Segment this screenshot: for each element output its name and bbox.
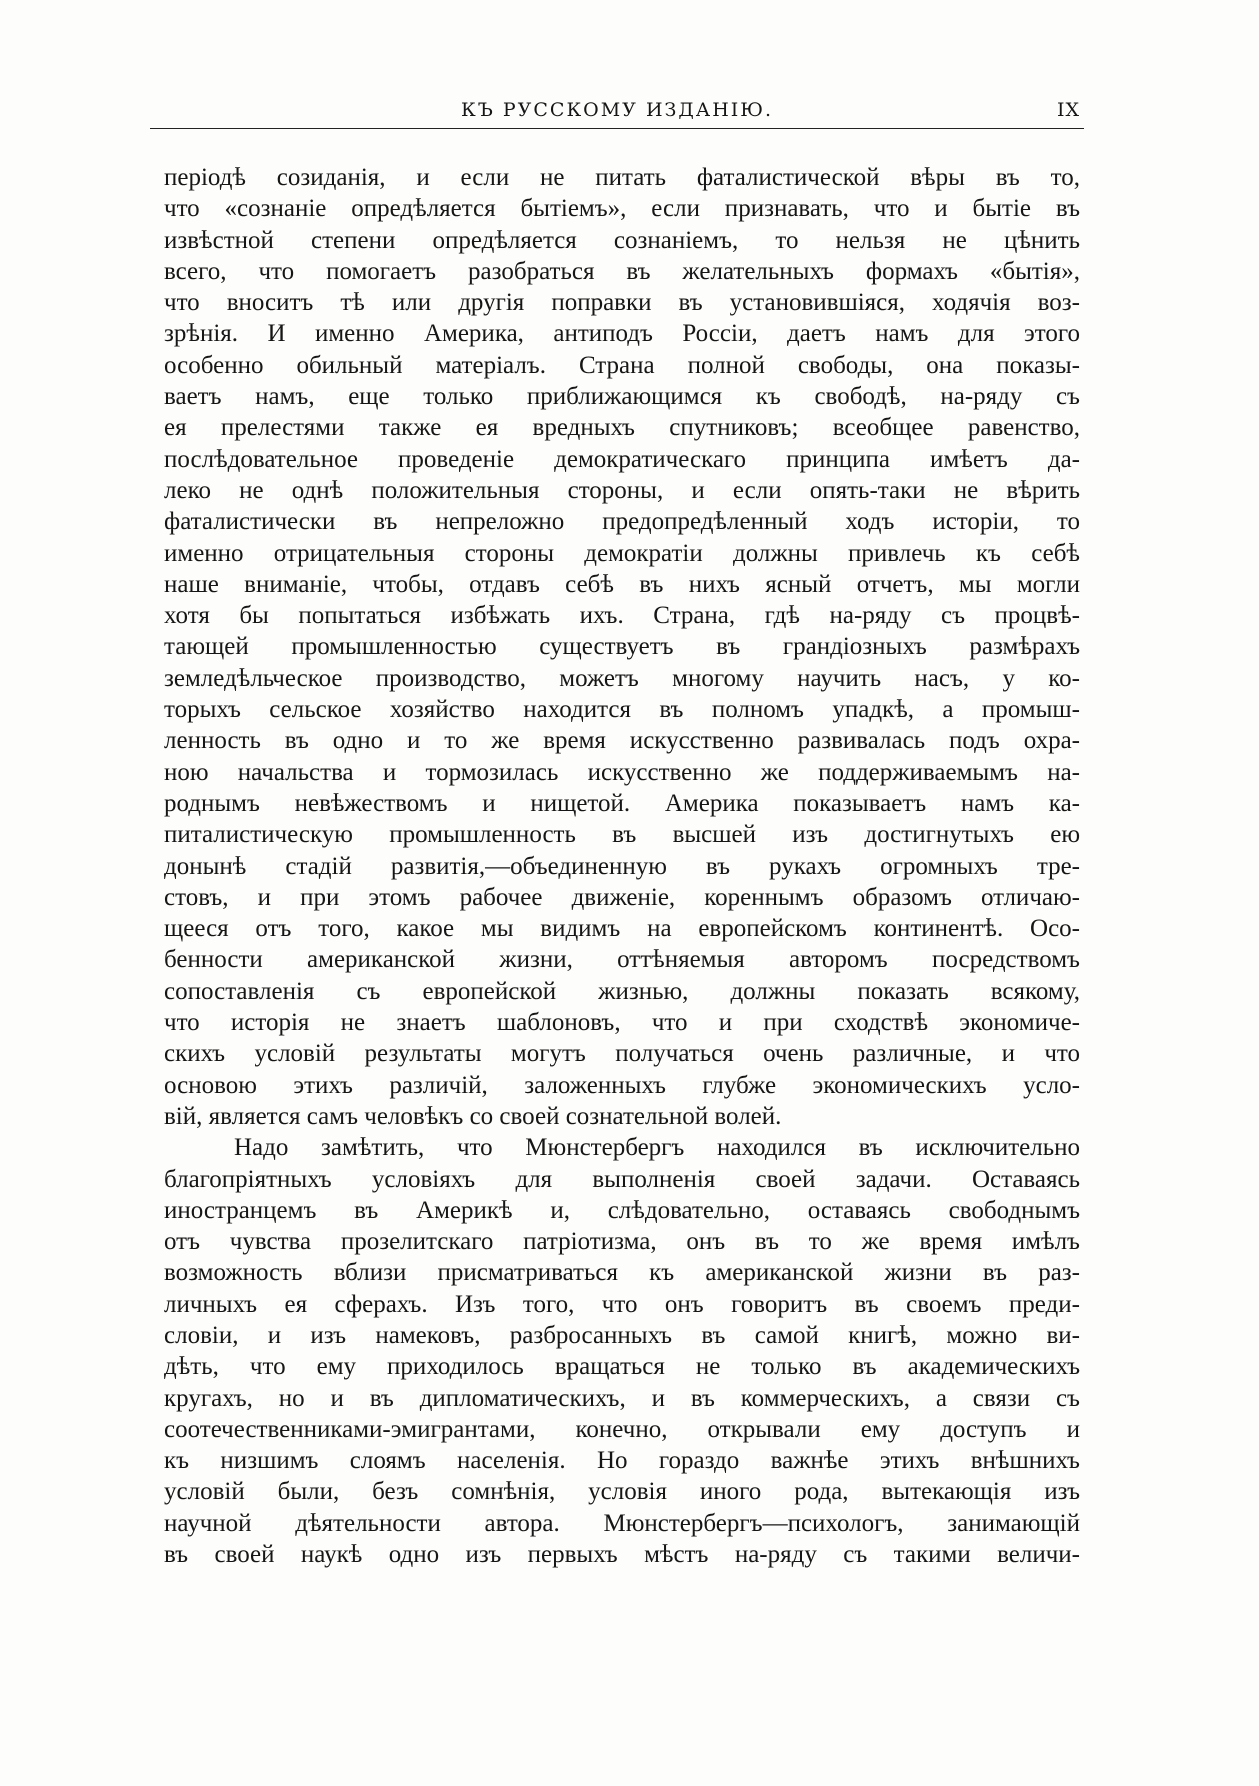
text-line: фаталистически въ непреложно предопредѣленный ходъ исторіи, то — [164, 508, 1080, 536]
running-title: КЪ РУССКОМУ ИЗДАНІЮ. — [461, 99, 773, 121]
text-line: зрѣнія. И именно Америка, антиподъ Россіи, даетъ намъ для этого — [164, 320, 1080, 348]
text-line: стовъ, и при этомъ рабочее движеніе, кореннымъ образомъ отличаю- — [164, 883, 1080, 911]
text-line: ленность въ одно и то же время искусственно развивалась подъ охра- — [164, 727, 1080, 755]
text-line: кругахъ, но и въ дипломатическихъ, и въ коммерческихъ, а связи съ — [164, 1384, 1080, 1412]
text-line: ною начальства и тормозилась искусственно же поддерживаемымъ на- — [164, 758, 1080, 786]
text-line: научной дѣятельности автора. Мюнстербергъ—психологъ, занимающій — [164, 1509, 1080, 1537]
header-rule — [150, 128, 1084, 129]
text-line: наше вниманіе, чтобы, отдавъ себѣ въ нихъ ясный отчетъ, мы могли — [164, 570, 1080, 598]
text-line: извѣстной степени опредѣляется сознаніемъ, то нельзя не цѣнить — [164, 226, 1080, 254]
text-line: донынѣ стадій развитія,—объединенную въ рукахъ огромныхъ тре- — [164, 852, 1080, 880]
text-line: питалистическую промышленность въ высшей изъ достигнутыхъ ею — [164, 821, 1080, 849]
text-line: щееся отъ того, какое мы видимъ на европейскомъ континентѣ. Осо- — [164, 915, 1080, 943]
text-line: благопріятныхъ условіяхъ для выполненія своей задачи. Оставаясь — [164, 1165, 1080, 1193]
text-line: сопоставленія съ европейской жизнью, должны показать всякому, — [164, 977, 1080, 1005]
text-line: личныхъ ея сферахъ. Изъ того, что онъ говоритъ въ своемъ преди- — [164, 1290, 1080, 1318]
text-line: хотя бы попытаться избѣжать ихъ. Страна, гдѣ на-ряду съ процвѣ- — [164, 602, 1080, 630]
text-line: Надо замѣтить, что Мюнстербергъ находился въ исключительно — [234, 1134, 1080, 1162]
page-number: IX — [1056, 99, 1080, 121]
text-line: словіи, и изъ намековъ, разбросанныхъ въ самой книгѣ, можно ви- — [164, 1321, 1080, 1349]
body-text — [164, 162, 1080, 1570]
paragraph-2 — [164, 1132, 1080, 1570]
text-line: тающей промышленностью существуетъ въ грандіозныхъ размѣрахъ — [164, 633, 1080, 661]
text-line: вій, является самъ человѣкъ со своей сознательной волей. — [164, 1102, 782, 1130]
text-line: что вноситъ тѣ или другія поправки въ установившіяся, ходячія воз- — [164, 289, 1080, 317]
text-line: земледѣльческое производство, можетъ многому научить насъ, у ко- — [164, 664, 1080, 692]
text-line: возможность вблизи присматриваться къ американской жизни въ раз- — [164, 1259, 1080, 1287]
text-line: скихъ условій результаты могутъ получаться очень различные, и что — [164, 1040, 1080, 1068]
text-line: именно отрицательныя стороны демократіи должны привлечь къ себѣ — [164, 539, 1080, 567]
paragraph-1 — [164, 162, 1080, 1132]
text-line: ваетъ намъ, еще только приближающимся къ свободѣ, на-ряду съ — [164, 383, 1080, 411]
running-head — [150, 98, 1084, 132]
text-line: послѣдовательное проведеніе демократическаго принципа имѣетъ да- — [164, 445, 1080, 473]
text-line: въ своей наукѣ одно изъ первыхъ мѣстъ на-ряду съ такими величи- — [164, 1541, 1080, 1569]
text-line: особенно обильный матеріалъ. Страна полной свободы, она показы- — [164, 351, 1080, 379]
text-line: къ низшимъ слоямъ населенія. Но гораздо важнѣе этихъ внѣшнихъ — [164, 1447, 1080, 1475]
text-line: соотечественниками-эмигрантами, конечно, открывали ему доступъ и — [164, 1415, 1080, 1443]
text-line: дѣть, что ему приходилось вращаться не только въ академическихъ — [164, 1353, 1080, 1381]
text-line: всего, что помогаетъ разобраться въ желательныхъ формахъ «бытія», — [164, 257, 1080, 285]
text-line: что «сознаніе опредѣляется бытіемъ», если признавать, что и бытіе въ — [164, 195, 1080, 223]
text-line: бенности американской жизни, оттѣняемыя авторомъ посредствомъ — [164, 946, 1080, 974]
text-line: что исторія не знаетъ шаблоновъ, что и при сходствѣ экономиче- — [164, 1009, 1080, 1037]
text-line: леко не однѣ положительныя стороны, и если опять-таки не вѣрить — [164, 476, 1080, 504]
text-line: періодѣ созиданія, и если не питать фаталистической вѣры въ то, — [164, 164, 1080, 191]
text-line: торыхъ сельское хозяйство находится въ полномъ упадкѣ, а промыш- — [164, 696, 1080, 724]
text-line: основою этихъ различій, заложенныхъ глубже экономическихъ усло- — [164, 1071, 1080, 1099]
text-line: отъ чувства прозелитскаго патріотизма, онъ въ то же время имѣлъ — [164, 1228, 1080, 1256]
text-line: иностранцемъ въ Америкѣ и, слѣдовательно, оставаясь свободнымъ — [164, 1196, 1080, 1224]
text-line: ея прелестями также ея вредныхъ спутниковъ; всеобщее равенство, — [164, 414, 1080, 442]
text-line: условій были, безъ сомнѣнія, условія иного рода, вытекающія изъ — [164, 1478, 1080, 1506]
text-line: роднымъ невѣжествомъ и нищетой. Америка показываетъ намъ ка- — [164, 789, 1080, 817]
